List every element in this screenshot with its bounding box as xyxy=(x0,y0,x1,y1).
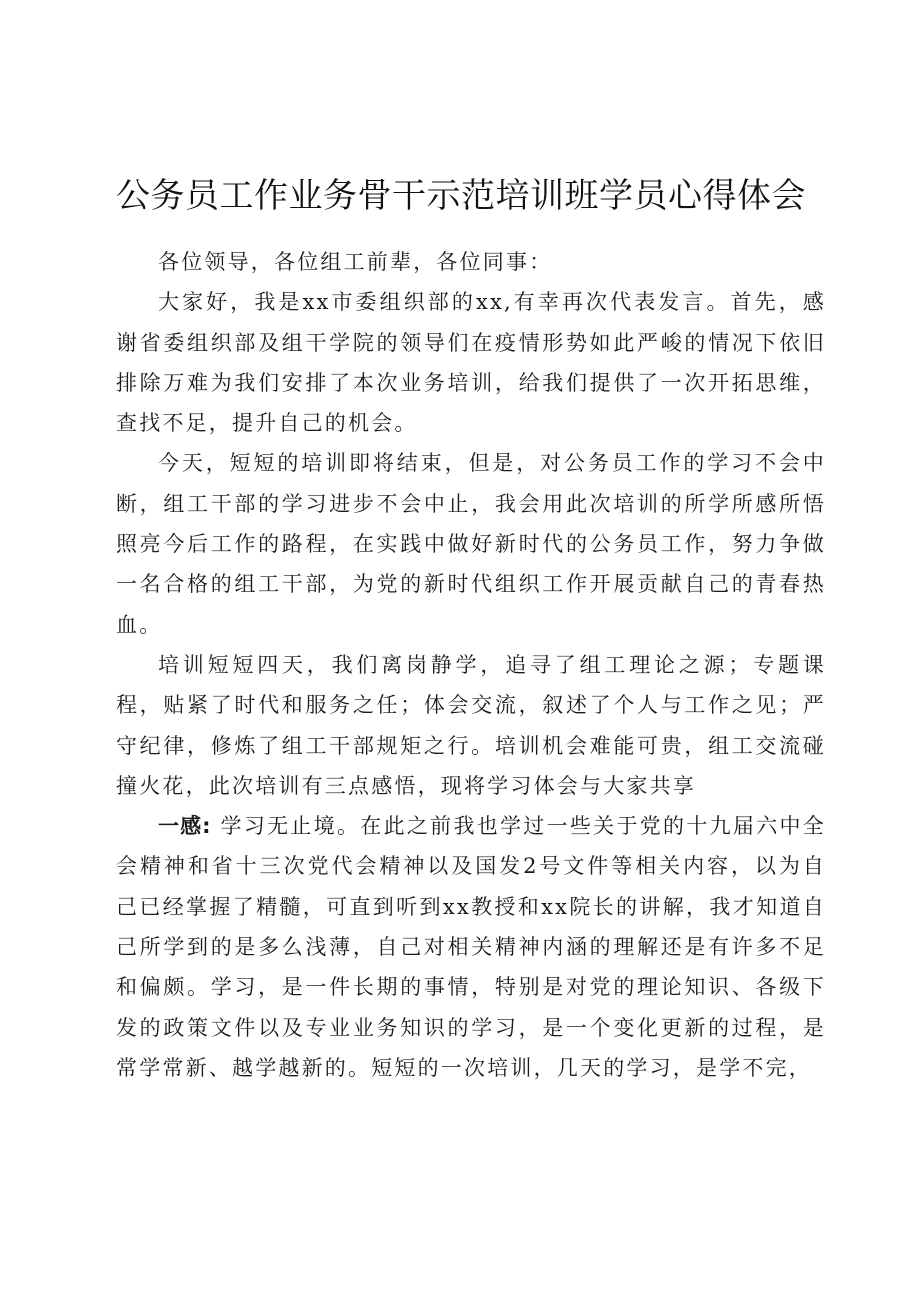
paragraph-training-summary: 培训短短四天，我们离岗静学，追寻了组工理论之源；专题课程，贴紧了时代和服务之任；体会交流，叙述了个人与工作之见；严守纪律，修炼了组工干部规矩之行。培训机会难能可贵，组工交流碰撞火花，此次培训有三点感悟，现将学习体会与大家共享 xyxy=(116,652,826,798)
document-title: 公务员工作业务骨干示范培训班学员心得体会 xyxy=(116,176,806,216)
salutation: 各位领导，各位组工前辈，各位同事： xyxy=(158,250,553,274)
paragraph-conclusion: 今天，短短的培训即将结束，但是，对公务员工作的学习不会中断，组工干部的学习进步不会中止，我会用此次培训的所学所感所悟照亮今后工作的路程，在实践中做好新时代的公务员工作，努力争做一名合格的组工干部，为党的新时代组织工作开展贡献自己的青春热血。 xyxy=(116,451,826,637)
document-body xyxy=(116,242,826,1088)
point-one-text: 学习无止境。在此之前我也学过一些关于党的十九届六中全会精神和省十三次党代会精神以及国发2号文件等相关内容，以为自己已经掌握了精髓，可直到听到xx教授和xx院长的讲解，我才知道自己所学到的是多么浅薄，自己对相关精神内涵的理解还是有许多不足和偏颇。学习，是一件长期的事情，特别是对党的理论知识、各级下发的政策文件以及专业业务知识的学习，是一个变化更新的过程，是常学常新、越学越新的。短短的一次培训，几天的学习，是学不完， xyxy=(116,814,826,1080)
paragraph-point-one xyxy=(116,806,826,1088)
paragraph-greeting: 大家好，我是xx市委组织部的xx,有幸再次代表发言。首先，感谢省委组织部及组干学院的领导们在疫情形势如此严峻的情况下依旧排除万难为我们安排了本次业务培训，给我们提供了一次开拓思维，查找不足，提升自己的机会。 xyxy=(116,290,826,436)
point-one-lead: 一感: xyxy=(158,814,212,839)
